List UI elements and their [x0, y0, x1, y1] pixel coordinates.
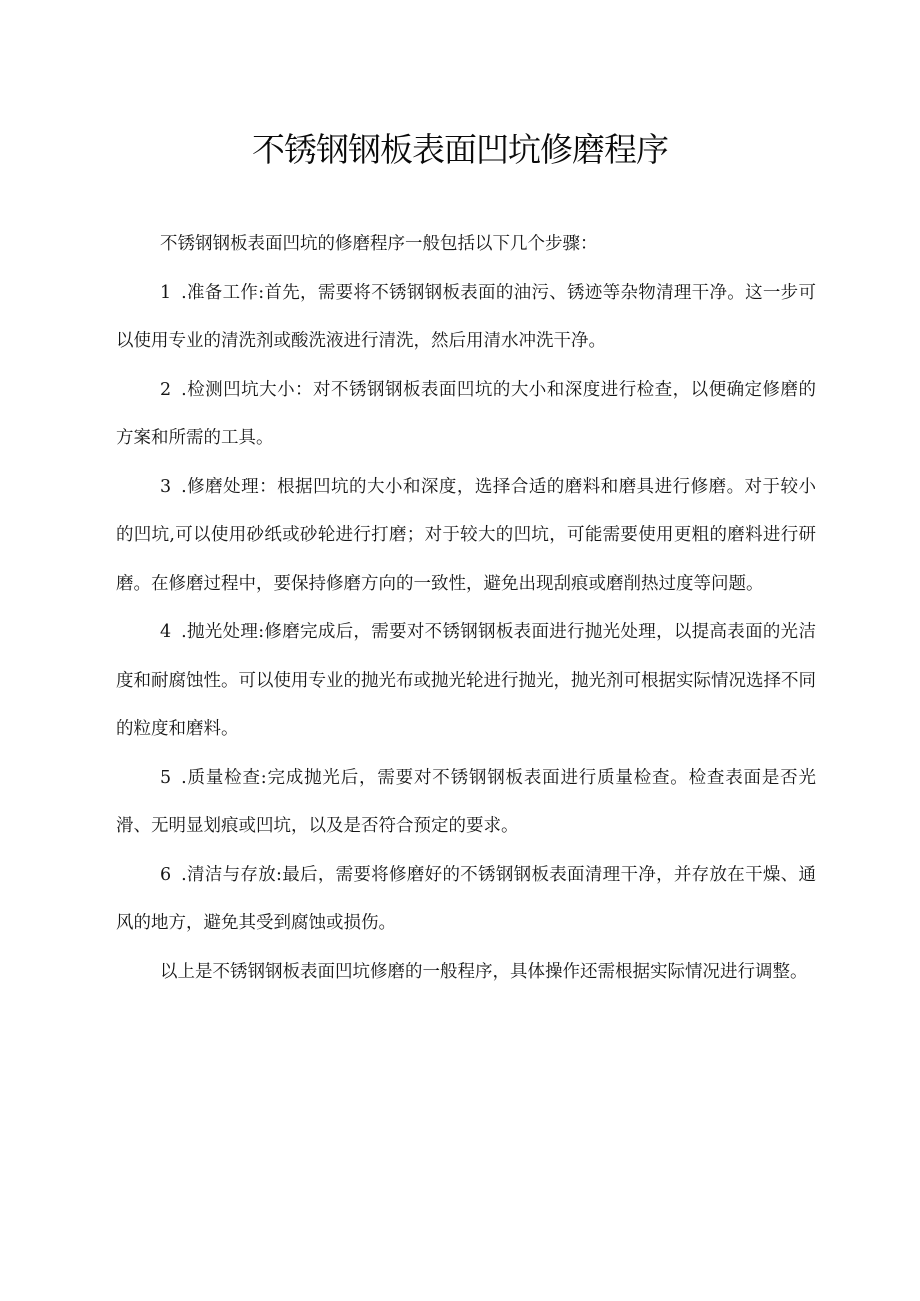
intro-paragraph: 不锈钢钢板表面凹坑的修磨程序一般包括以下几个步骤： [160, 234, 598, 254]
step-number: 4 [160, 622, 172, 642]
conclusion-paragraph: 以上是不锈钢钢板表面凹坑修磨的一般程序，具体操作还需根据实际情况进行调整。 [160, 961, 808, 982]
step-text: .质量检查:完成抛光后，需要对不锈钢钢板表面进行质量检查。检查表面是否光滑、无明显划痕或凹坑，以及是否符合预定的要求。 [116, 767, 816, 836]
step-text: .修磨处理：根据凹坑的大小和深度，选择合适的磨料和磨具进行修磨。对于较小的凹坑,可以使用砂纸或砂轮进行打磨；对于较大的凹坑，可能需要使用更粗的磨料进行研磨。在修磨过程中，要保持修磨方向的一致性，避免出现刮痕或磨削热过度等问题。 [116, 476, 816, 594]
step-number: 6 [160, 864, 172, 885]
step-text: .检测凹坑大小：对不锈钢钢板表面凹坑的大小和深度进行检查，以便确定修磨的方案和所需的工具。 [116, 379, 816, 448]
step-text: .抛光处理:修磨完成后，需要对不锈钢钢板表面进行抛光处理，以提高表面的光洁度和耐腐蚀性。可以使用专业的抛光布或抛光轮进行抛光，抛光剂可根据实际情况选择不同的粒度和磨料。 [116, 622, 816, 739]
document-title: 不锈钢钢板表面凹坑修磨程序 [252, 130, 668, 169]
step-number: 5 [160, 767, 172, 788]
step-paragraph-1 [116, 269, 816, 366]
step-paragraph-5 [116, 754, 816, 851]
step-number: 2 [160, 379, 172, 400]
step-text: .清洁与存放:最后，需要将修磨好的不锈钢钢板表面清理干净，并存放在干燥、通风的地方，避免其受到腐蚀或损伤。 [116, 864, 816, 933]
step-number: 3 [160, 476, 172, 497]
step-paragraph-3 [116, 463, 816, 609]
step-paragraph-6 [116, 851, 816, 948]
step-number: 1 [160, 282, 172, 303]
step-paragraph-4 [116, 608, 816, 754]
step-paragraph-2 [116, 366, 816, 463]
document-body [116, 220, 816, 996]
step-text: .准备工作:首先，需要将不锈钢钢板表面的油污、锈迹等杂物清理干净。这一步可以使用专业的清洗剂或酸洗液进行清洗，然后用清水冲洗干净。 [116, 282, 816, 351]
